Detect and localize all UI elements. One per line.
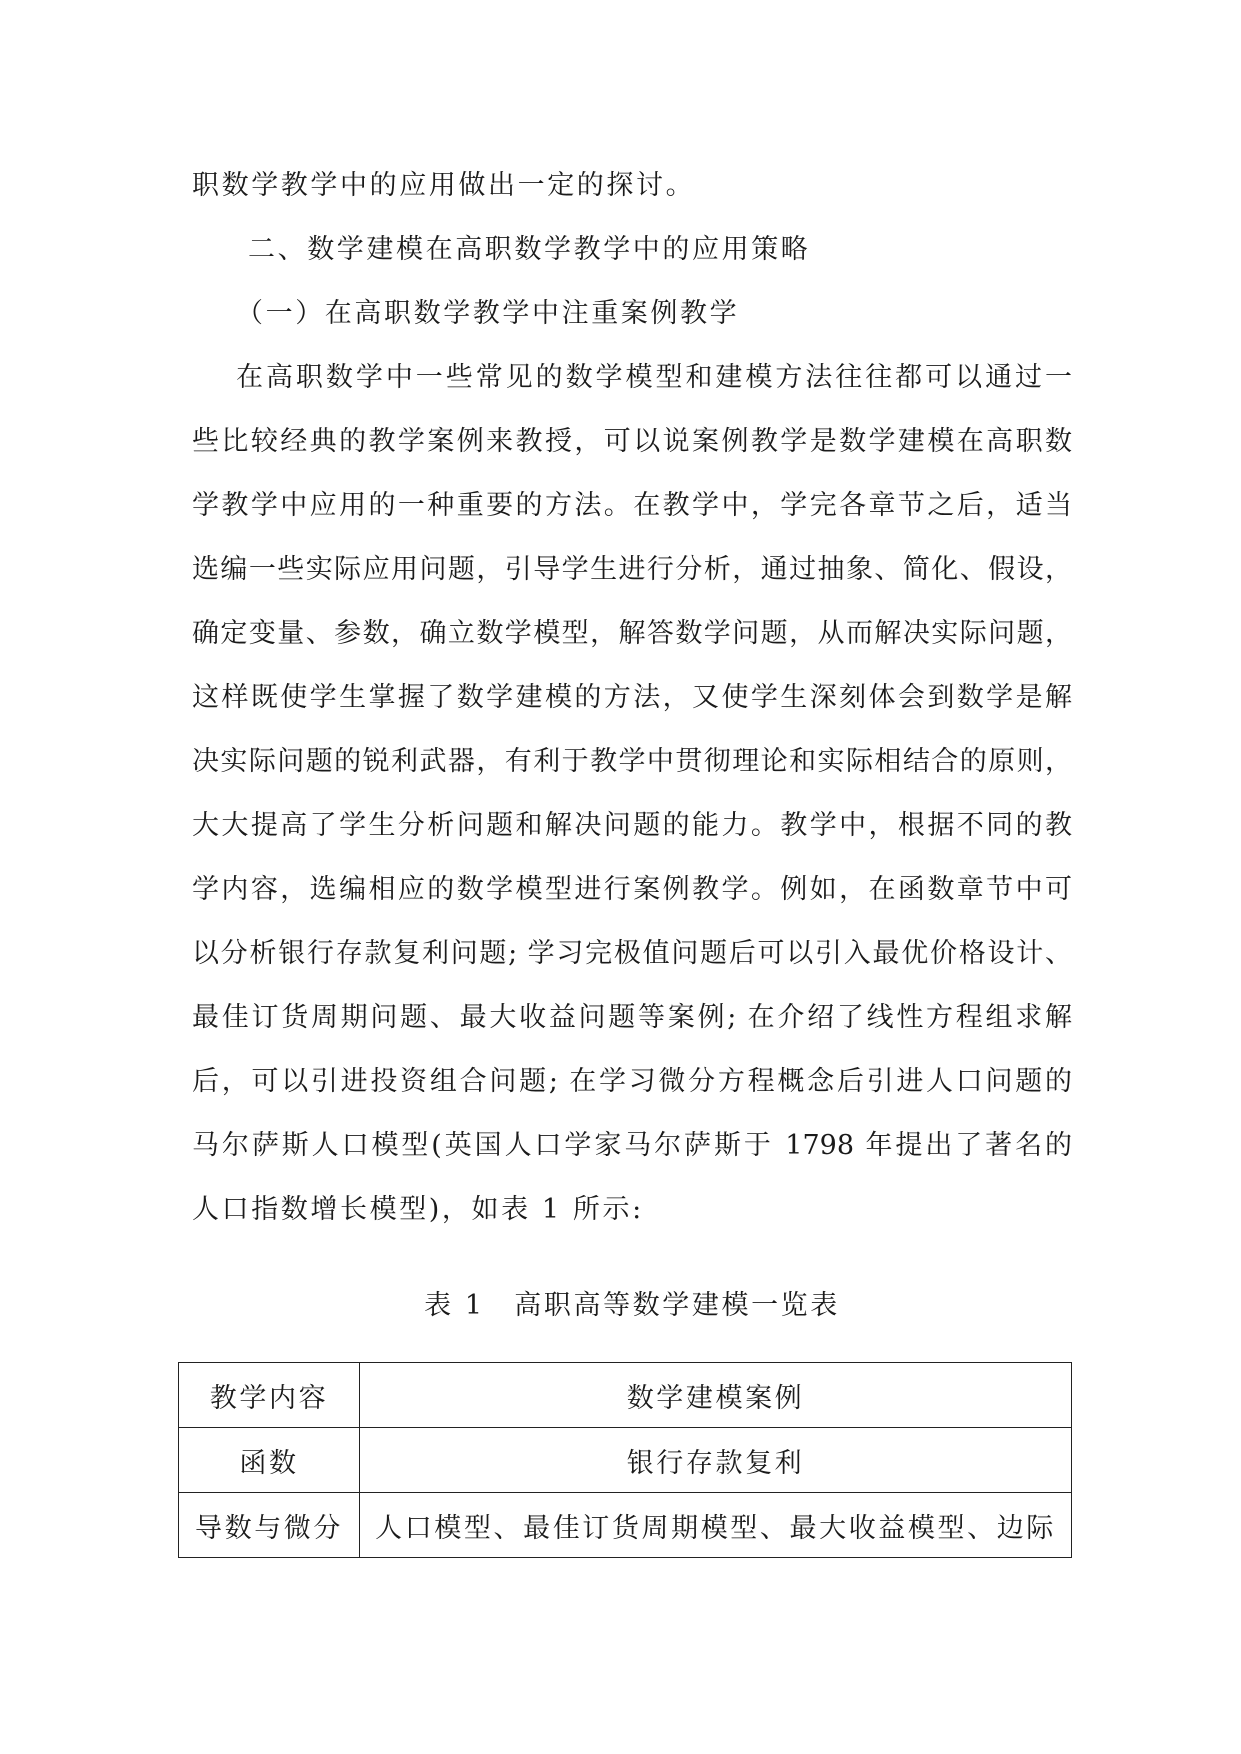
table-header-row <box>179 1363 1072 1428</box>
header-cell-cases: 数学建模案例 <box>360 1363 1072 1428</box>
paragraph-continuation: 职数学教学中的应用做出一定的探讨。 <box>192 170 696 201</box>
paragraph-line: 确定变量、参数，确立数学模型，解答数学问题，从而解决实际问题， <box>192 618 1072 649</box>
paragraph-line: 在高职数学中一些常见的数学模型和建模方法往往都可以通过一 <box>236 362 1072 393</box>
table-row <box>179 1493 1072 1558</box>
paragraph-line: 马尔萨斯人口模型(英国人口学家马尔萨斯于 1798 年提出了著名的 <box>192 1130 1072 1161</box>
table-cell: 人口模型、最佳订货周期模型、最大收益模型、边际 <box>360 1493 1072 1558</box>
paragraph-line: 以分析银行存款复利问题; 学习完极值问题后可以引入最优价格设计、 <box>192 938 1072 969</box>
paragraph-line: 决实际问题的锐利武器，有利于教学中贯彻理论和实际相结合的原则， <box>192 746 1072 777</box>
subsection-heading: （一）在高职数学教学中注重案例教学 <box>236 298 740 329</box>
header-cell-content: 教学内容 <box>179 1363 360 1428</box>
paragraph-line: 后，可以引进投资组合问题; 在学习微分方程概念后引进人口问题的 <box>192 1066 1072 1097</box>
modeling-table <box>178 1362 1072 1558</box>
paragraph-line: 选编一些实际应用问题，引导学生进行分析，通过抽象、简化、假设， <box>192 554 1072 585</box>
paragraph-line: 这样既使学生掌握了数学建模的方法，又使学生深刻体会到数学是解 <box>192 682 1072 713</box>
paragraph-line: 学教学中应用的一种重要的方法。在教学中，学完各章节之后，适当 <box>192 490 1072 521</box>
paragraph-line: 最佳订货周期问题、最大收益问题等案例; 在介绍了线性方程组求解 <box>192 1002 1072 1033</box>
paragraph-line: 大大提高了学生分析问题和解决问题的能力。教学中，根据不同的教 <box>192 810 1072 841</box>
paragraph-line: 学内容，选编相应的数学模型进行案例教学。例如，在函数章节中可 <box>192 874 1072 905</box>
section-heading: 二、数学建模在高职数学教学中的应用策略 <box>248 234 811 265</box>
table-cell: 导数与微分 <box>179 1493 360 1558</box>
table-cell: 函数 <box>179 1428 360 1493</box>
table-cell: 银行存款复利 <box>360 1428 1072 1493</box>
paragraph-line: 人口指数增长模型)，如表 1 所示: <box>192 1194 644 1225</box>
table-caption: 表 1 高职高等数学建模一览表 <box>424 1290 840 1321</box>
table-row <box>179 1428 1072 1493</box>
paragraph-line: 些比较经典的教学案例来教授，可以说案例教学是数学建模在高职数 <box>192 426 1072 457</box>
